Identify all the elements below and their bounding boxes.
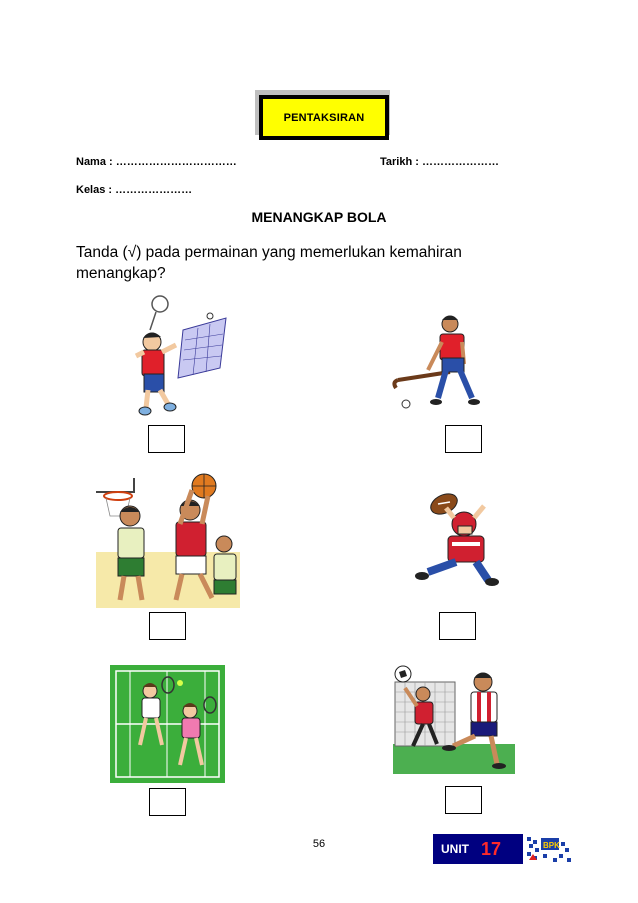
unit-number: 17: [481, 838, 502, 859]
football-players-icon: [393, 662, 515, 774]
bpk-logo-icon: [525, 834, 573, 864]
check-box-basketball[interactable]: [149, 612, 186, 640]
unit-badge: [433, 834, 523, 864]
check-box-rugby[interactable]: [439, 612, 476, 640]
class-field: Kelas : …………………: [76, 184, 193, 196]
question-text: Tanda (√) pada permainan yang memerlukan kemahiran menangkap?: [76, 244, 462, 282]
unit-label: UNIT: [441, 842, 469, 856]
check-box-hockey[interactable]: [445, 425, 482, 453]
page-title: MENANGKAP BOLA: [251, 209, 387, 225]
hockey-player-icon: [388, 312, 496, 412]
tennis-players-icon: [110, 665, 225, 783]
name-field: Nama : ……………………………: [76, 156, 237, 168]
assessment-badge: [263, 99, 385, 136]
check-box-badminton[interactable]: [148, 425, 185, 453]
page-number: 56: [312, 838, 326, 850]
check-box-tennis[interactable]: [149, 788, 186, 816]
basketball-players-icon: [96, 472, 240, 608]
date-field: Tarikh : …………………: [380, 156, 499, 168]
rugby-player-icon: [408, 488, 503, 588]
check-box-football[interactable]: [445, 786, 482, 814]
badge-label: PENTAKSIRAN: [283, 111, 365, 124]
badminton-player-icon: [128, 290, 228, 420]
svg-text:BPK: BPK: [543, 841, 560, 850]
